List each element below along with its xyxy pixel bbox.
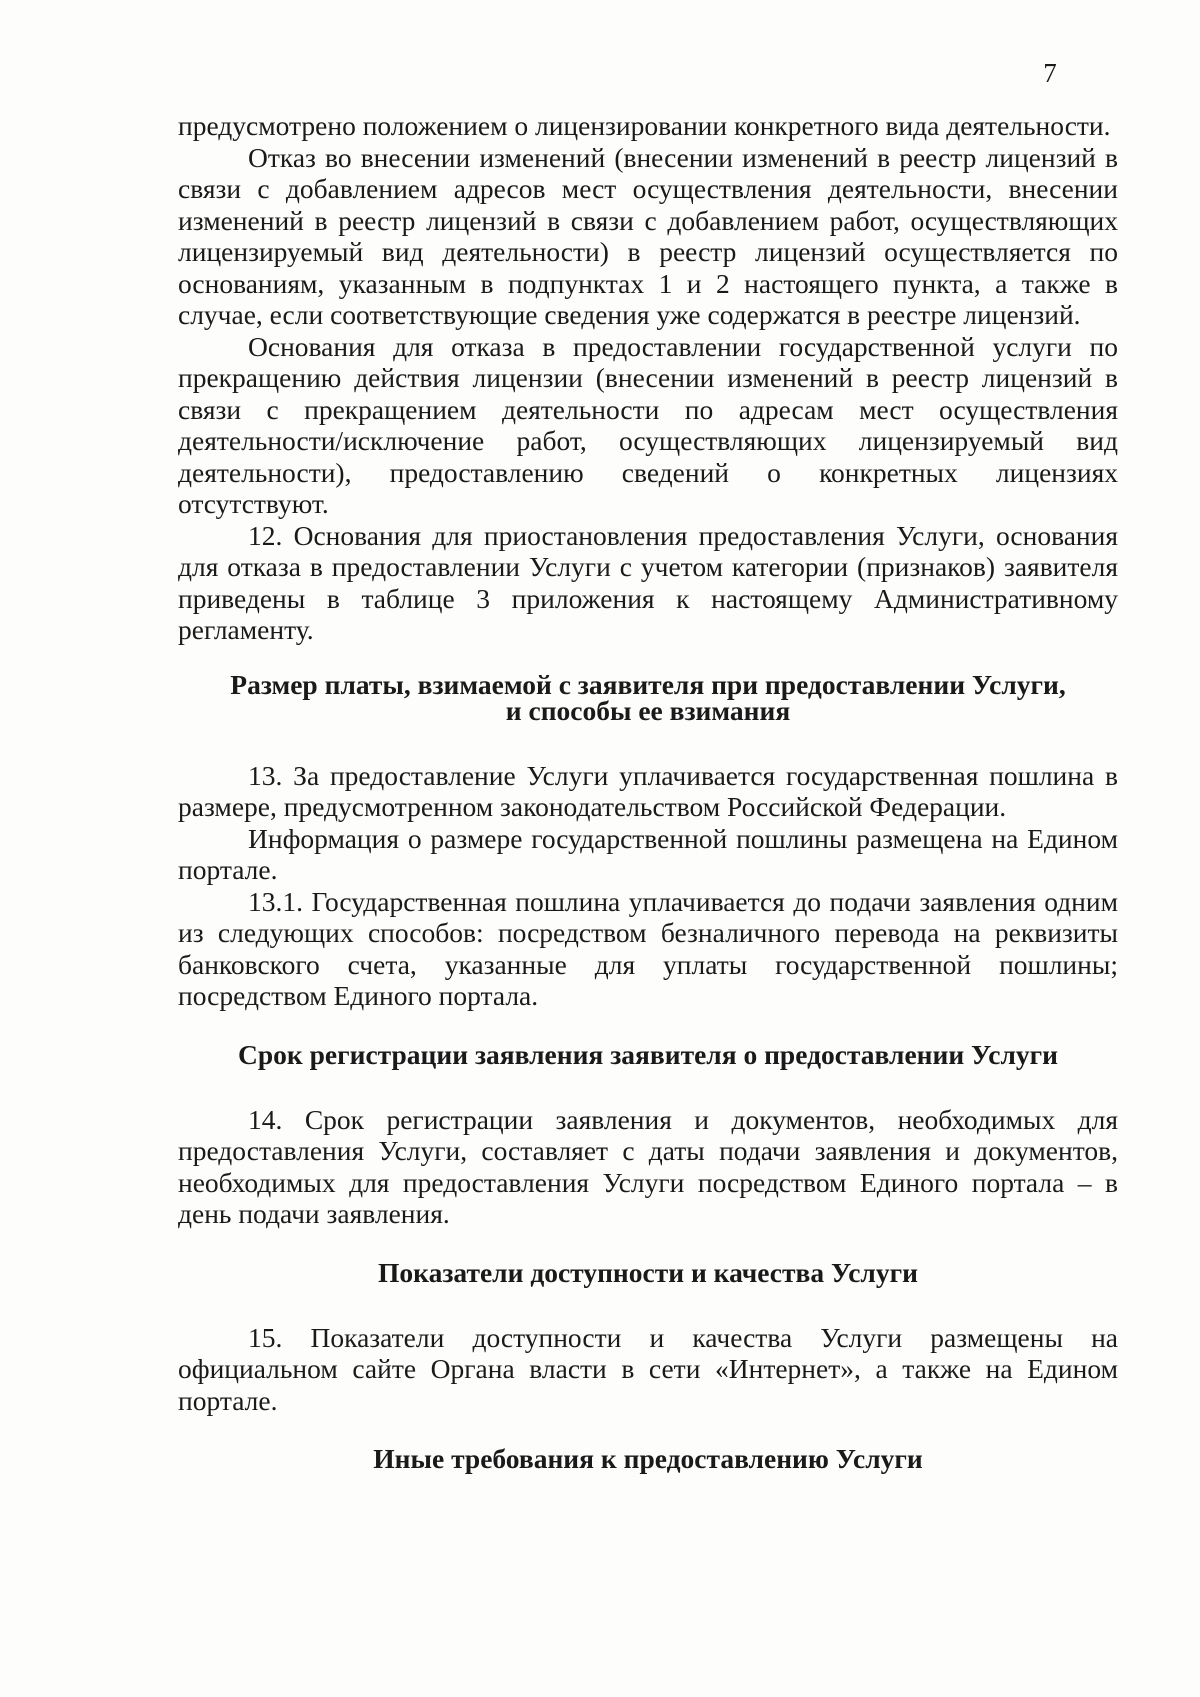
section-heading-fee-line1: Размер платы, взимаемой с заявителя при предоставлении Услуги,	[230, 668, 1066, 700]
section-heading-quality: Показатели доступности и качества Услуги	[378, 1256, 918, 1288]
paragraph-item-15: 15. Показатели доступности и качества Услуги размещены на официальном сайте Органа власти в сети «Интернет», а также на Едином портале.	[178, 1321, 1118, 1416]
page-content	[178, 110, 1118, 1472]
paragraph-item-12: 12. Основания для приостановления предоставления Услуги, основания для отказа в предоставлении Услуги с учетом категории (признаков) заявителя приведены в таблице 3 приложения к настоящему Административному регламенту.	[178, 519, 1118, 645]
paragraph-continuation: предусмотрено положением о лицензировании конкретного вида деятельности.	[178, 110, 1111, 141]
paragraph-refusal-termination: Основания для отказа в предоставлении государственной услуги по прекращению действия лицензии (внесении изменений в реестр лицензий в связи с прекращением деятельности по адресам мест осуществления деятельности/исключение работ, осуществляющих лицензируемый вид деятельности), предоставлению сведений о конкретных лицензиях отсутствуют.	[178, 330, 1118, 519]
paragraph-item-13: 13. За предоставление Услуги уплачивается государственная пошлина в размере, предусмотренном законодательством Российской Федерации.	[178, 759, 1118, 822]
section-heading-fee	[178, 668, 1118, 726]
page-number: 7	[1043, 58, 1057, 88]
section-heading-registration: Срок регистрации заявления заявителя о предоставлении Услуги	[237, 1038, 1058, 1070]
paragraph-refusal-changes: Отказ во внесении изменений (внесении изменений в реестр лицензий в связи с добавлением адресов мест осуществления деятельности, внесении изменений в реестр лицензий в связи с добавлением работ, осуществляющих лицензируемый вид деятельности) в реестр лицензий осуществляется по основаниям, указанным в подпунктах 1 и 2 настоящего пункта, а также в случае, если соответствующие сведения уже содержатся в реестре лицензий.	[178, 141, 1118, 330]
section-heading-other-requirements: Иные требования к предоставлению Услуги	[373, 1443, 923, 1474]
paragraph-item-14: 14. Срок регистрации заявления и документов, необходимых для предоставления Услуги, составляет с даты подачи заявления и документов, необходимых для предоставления Услуги посредством Единого портала – в день подачи заявления.	[178, 1103, 1118, 1229]
paragraph-fee-info: Информация о размере государственной пошлины размещена на Едином портале.	[178, 822, 1118, 885]
paragraph-item-13-1: 13.1. Государственная пошлина уплачивается до подачи заявления одним из следующих способов: посредством безналичного перевода на реквизиты банковского счета, указанные для уплаты государственной пошлины; посредством Единого портала.	[178, 885, 1118, 1011]
section-heading-fee-line2: и способы ее взимания	[505, 694, 791, 726]
